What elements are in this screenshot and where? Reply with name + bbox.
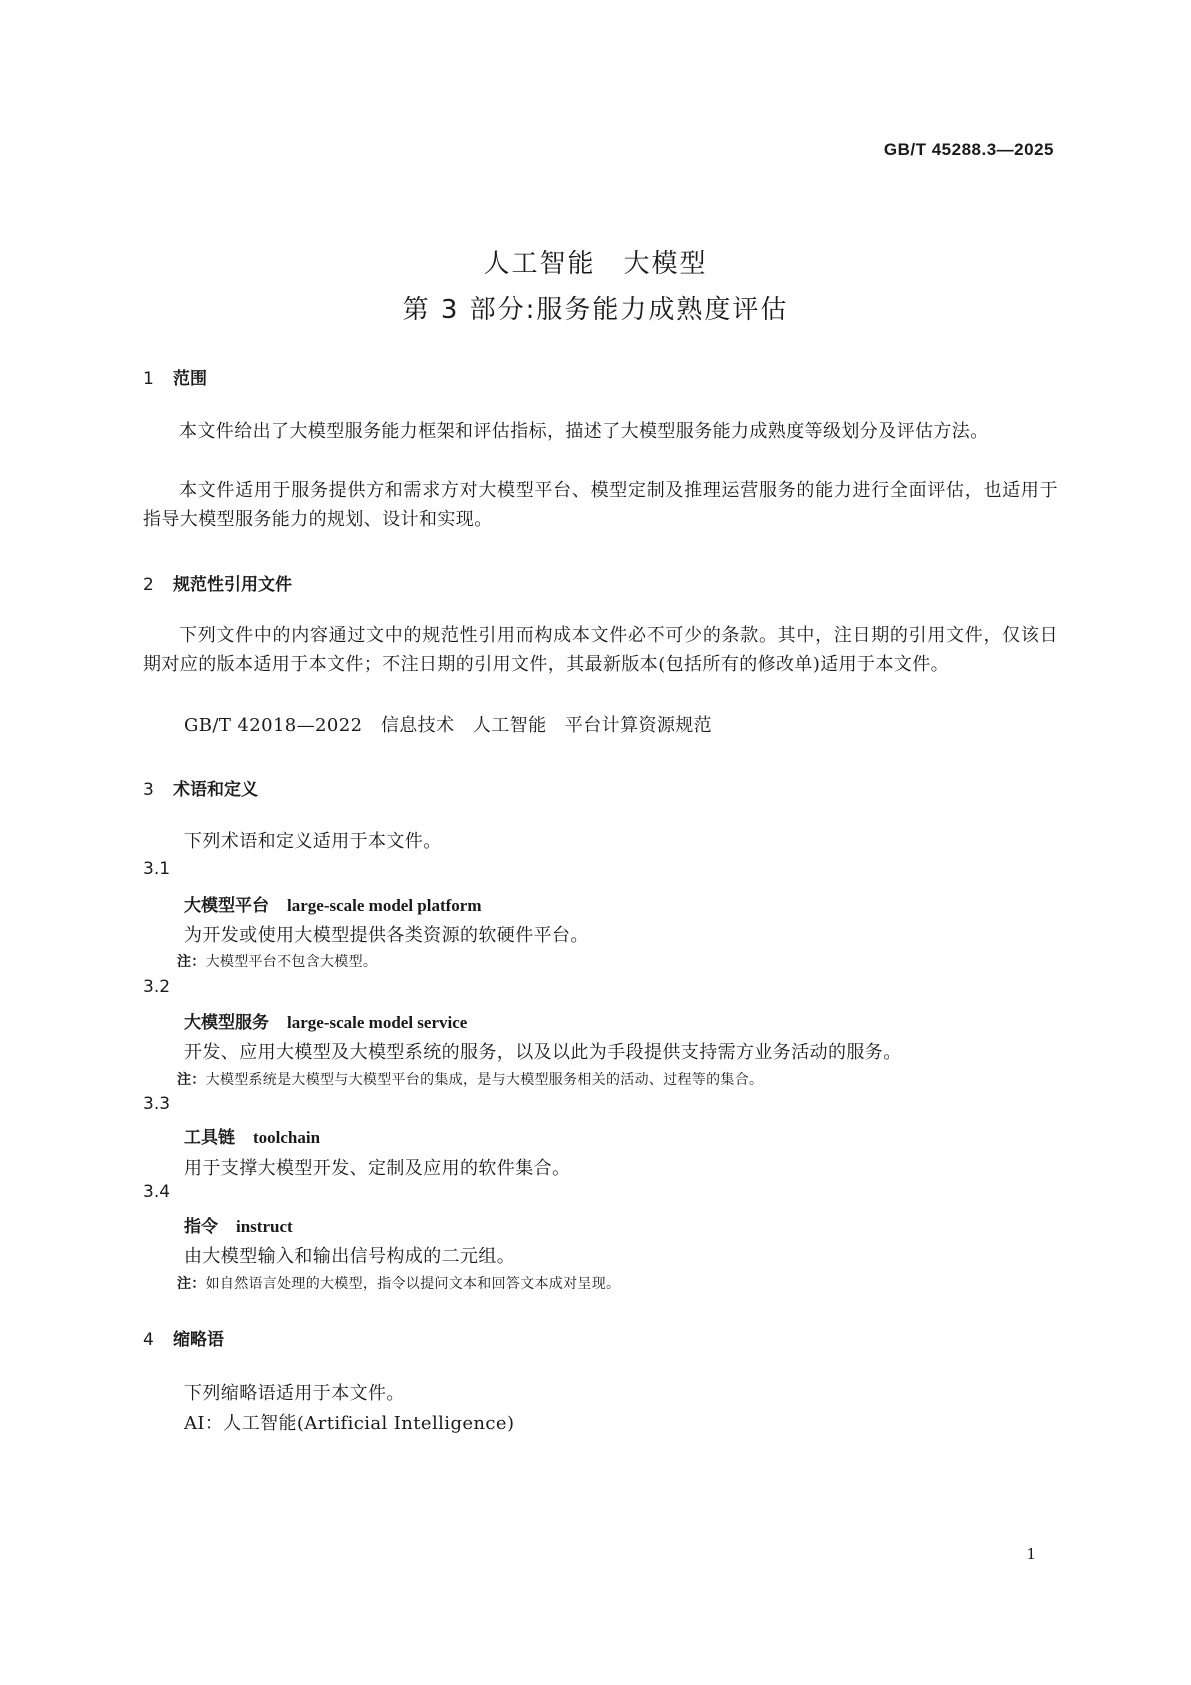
section-2-heading — [143, 570, 292, 595]
section-2-paragraph: 下列文件中的内容通过文中的规范性引用而构成本文件必不可少的条款。其中，注日期的引用文件，仅该日期对应的版本适用于本文件；不注日期的引用文件，其最新版本(包括所有的修改单)适用于本文件。 — [143, 625, 1058, 675]
term-zh: 指令 — [184, 1217, 218, 1237]
term-note — [177, 951, 377, 971]
term-en: toolchain — [253, 1128, 321, 1147]
section-4-heading — [143, 1325, 224, 1350]
abbreviation-item: AI：人工智能(Artificial Intelligence) — [184, 1413, 515, 1434]
term-note — [177, 1069, 763, 1089]
section-title: 规范性引用文件 — [173, 575, 292, 595]
term-en: instruct — [236, 1217, 293, 1236]
term-definition: 用于支撑大模型开发、定制及应用的软件集合。 — [184, 1158, 571, 1179]
term-note — [177, 1273, 620, 1293]
section-title: 缩略语 — [173, 1330, 224, 1350]
note-text: 大模型平台不包含大模型。 — [205, 954, 378, 970]
note-text: 大模型系统是大模型与大模型平台的集成，是与大模型服务相关的活动、过程等的集合。 — [205, 1072, 764, 1088]
section-number: 3 — [143, 780, 154, 800]
section-number: 2 — [143, 575, 154, 595]
term-number: 3.1 — [143, 859, 171, 879]
section-1-paragraph-1: 本文件给出了大模型服务能力框架和评估指标，描述了大模型服务能力成熟度等级划分及评估方法。 — [179, 421, 989, 442]
term-number: 3.3 — [143, 1094, 171, 1114]
document-title-line2: 第 3 部分:服务能力成熟度评估 — [402, 295, 789, 325]
section-1-heading — [143, 364, 207, 389]
note-label: 注： — [177, 954, 206, 970]
term-title — [184, 1008, 467, 1033]
note-label: 注： — [177, 1276, 206, 1292]
section-number: 4 — [143, 1330, 154, 1350]
term-definition: 为开发或使用大模型提供各类资源的软硬件平台。 — [184, 925, 589, 946]
term-zh: 工具链 — [184, 1128, 235, 1148]
term-en: large-scale model platform — [287, 896, 482, 915]
term-number: 3.4 — [143, 1182, 171, 1202]
standard-number: GB/T 45288.3—2025 — [883, 140, 1054, 159]
section-title: 术语和定义 — [173, 780, 258, 800]
normative-reference: GB/T 42018—2022 信息技术 人工智能 平台计算资源规范 — [184, 715, 713, 736]
note-label: 注： — [177, 1072, 206, 1088]
document-title-line1: 人工智能 大模型 — [483, 249, 708, 279]
section-1-paragraph-2: 本文件适用于服务提供方和需求方对大模型平台、模型定制及推理运营服务的能力进行全面评估，也适用于指导大模型服务能力的规划、设计和实现。 — [143, 480, 1058, 530]
section-number: 1 — [143, 369, 154, 389]
term-title — [184, 891, 482, 916]
section-3-intro: 下列术语和定义适用于本文件。 — [184, 831, 442, 852]
term-definition: 由大模型输入和输出信号构成的二元组。 — [184, 1246, 516, 1267]
term-zh: 大模型服务 — [184, 1013, 269, 1033]
term-definition: 开发、应用大模型及大模型系统的服务，以及以此为手段提供支持需方业务活动的服务。 — [184, 1042, 902, 1063]
section-3-heading — [143, 775, 258, 800]
section-title: 范围 — [173, 369, 207, 389]
page-number: 1 — [1026, 1545, 1036, 1563]
note-text: 如自然语言处理的大模型，指令以提问文本和回答文本成对呈现。 — [205, 1276, 621, 1292]
section-4-intro: 下列缩略语适用于本文件。 — [184, 1383, 405, 1404]
term-zh: 大模型平台 — [184, 896, 269, 916]
term-number: 3.2 — [143, 977, 171, 997]
term-en: large-scale model service — [287, 1013, 468, 1032]
term-title — [184, 1212, 293, 1237]
term-title — [184, 1123, 320, 1148]
